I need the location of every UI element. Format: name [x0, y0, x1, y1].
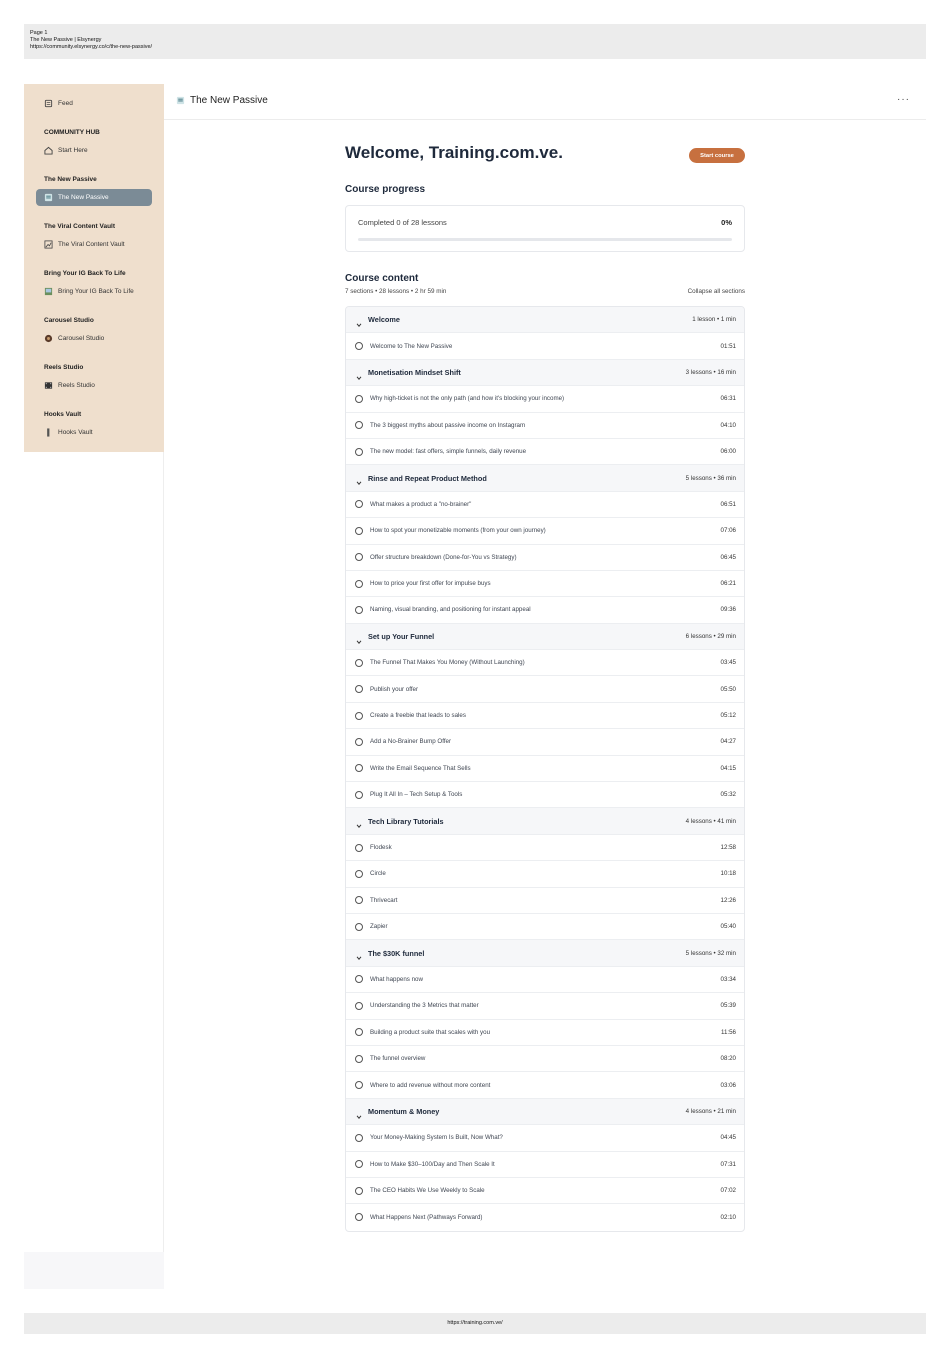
lesson-status-circle-icon — [355, 896, 363, 904]
film-icon — [44, 381, 53, 390]
lesson-duration: 03:34 — [720, 975, 736, 983]
chevron-down-icon — [355, 474, 363, 482]
lesson-duration: 12:26 — [720, 896, 736, 904]
lesson-row[interactable] — [346, 782, 744, 808]
progress-bar — [358, 238, 732, 241]
section-header[interactable] — [346, 940, 744, 966]
lesson-duration: 08:20 — [720, 1055, 736, 1063]
chevron-down-icon — [355, 369, 363, 377]
print-footer — [24, 1313, 926, 1334]
section-meta: 5 lessons • 36 min — [685, 474, 736, 482]
section-header[interactable] — [346, 1099, 744, 1125]
section-header[interactable] — [346, 808, 744, 834]
lesson-status-circle-icon — [355, 448, 363, 456]
lesson-row[interactable] — [346, 571, 744, 597]
lesson-status-circle-icon — [355, 659, 363, 667]
lesson-title: What happens now — [370, 975, 423, 983]
lesson-row[interactable] — [346, 1046, 744, 1072]
course-content-list — [345, 306, 745, 1232]
lesson-title: Create a freebie that leads to sales — [370, 712, 466, 720]
lesson-title: Write the Email Sequence That Sells — [370, 764, 471, 772]
lesson-row[interactable] — [346, 1020, 744, 1046]
lesson-status-circle-icon — [355, 1213, 363, 1221]
lesson-duration: 04:27 — [720, 738, 736, 746]
lesson-duration: 12:58 — [720, 844, 736, 851]
section-title: Welcome — [368, 315, 400, 325]
lesson-title: Offer structure breakdown (Done-for-You vs Strategy) — [370, 553, 517, 561]
section-meta: 4 lessons • 21 min — [685, 1107, 736, 1115]
lesson-row[interactable] — [346, 650, 744, 676]
lesson-row[interactable] — [346, 1072, 744, 1098]
lesson-row[interactable] — [346, 835, 744, 861]
lesson-title: Naming, visual branding, and positioning for instant appeal — [370, 606, 531, 614]
lesson-status-circle-icon — [355, 844, 363, 852]
lesson-title: Your Money-Making System Is Built, Now What? — [370, 1134, 503, 1142]
lesson-status-circle-icon — [355, 712, 363, 720]
lesson-title: Thrivecart — [370, 896, 398, 904]
feed-icon — [44, 99, 53, 108]
start-course-button[interactable]: Start course — [689, 148, 745, 163]
lesson-status-circle-icon — [355, 421, 363, 429]
lesson-status-circle-icon — [355, 500, 363, 508]
lesson-title: Flodesk — [370, 844, 392, 851]
lesson-row[interactable] — [346, 703, 744, 729]
page-title-text: The New Passive — [190, 95, 268, 106]
sidebar-item-hooks-vault[interactable] — [36, 424, 152, 441]
section-header[interactable] — [346, 465, 744, 491]
lesson-title: How to price your first offer for impulse buys — [370, 580, 491, 588]
lesson-title: The Funnel That Makes You Money (Without Launching) — [370, 659, 525, 667]
lesson-row[interactable] — [346, 518, 744, 544]
lesson-row[interactable] — [346, 413, 744, 439]
chart-icon — [44, 240, 53, 249]
lesson-row[interactable] — [346, 756, 744, 782]
lesson-row[interactable] — [346, 333, 744, 359]
lesson-title: Plug It All In – Tech Setup & Tools — [370, 791, 463, 799]
lesson-status-circle-icon — [355, 685, 363, 693]
sidebar-item-label: Carousel Studio — [58, 335, 105, 342]
lesson-title: Understanding the 3 Metrics that matter — [370, 1002, 479, 1010]
lesson-duration: 04:45 — [720, 1134, 736, 1142]
sidebar-heading-bring-your-ig: Bring Your IG Back To Life — [44, 270, 126, 277]
sidebar-heading-the-new-passive: The New Passive — [44, 176, 97, 183]
course-content-heading: Course content — [345, 273, 419, 284]
sidebar-heading-community-hub: COMMUNITY HUB — [44, 129, 100, 136]
lesson-title: What Happens Next (Pathways Forward) — [370, 1213, 483, 1221]
lesson-title: Welcome to The New Passive — [370, 342, 453, 350]
sidebar-heading-carousel-studio: Carousel Studio — [44, 317, 94, 324]
lesson-status-circle-icon — [355, 580, 363, 588]
lesson-duration: 06:21 — [720, 580, 736, 588]
section-meta: 1 lesson • 1 min — [692, 316, 736, 324]
lesson-duration: 06:00 — [720, 448, 736, 456]
lesson-status-circle-icon — [355, 791, 363, 799]
course-content-meta: 7 sections • 28 lessons • 2 hr 59 min — [345, 288, 447, 295]
carousel-icon — [44, 334, 53, 343]
lesson-row[interactable] — [346, 597, 744, 623]
sidebar-item-label: Hooks Vault — [58, 429, 93, 436]
lesson-duration: 01:51 — [720, 342, 736, 350]
print-page-url: https://community.elsynergy.co/c/the-new-passive/ — [30, 44, 153, 51]
lesson-duration: 02:10 — [720, 1213, 736, 1221]
sidebar-item-the-new-passive[interactable] — [36, 189, 152, 206]
progress-percent: 0% — [721, 218, 732, 227]
lesson-row[interactable] — [346, 492, 744, 518]
lesson-row[interactable] — [346, 439, 744, 465]
lesson-status-circle-icon — [355, 923, 363, 931]
collapse-all-sections-link[interactable]: Collapse all sections — [687, 288, 745, 295]
lesson-duration: 05:12 — [720, 712, 736, 720]
lesson-duration: 03:06 — [720, 1081, 736, 1089]
section-header[interactable] — [346, 360, 744, 386]
sidebar-heading-reels-studio: Reels Studio — [44, 364, 84, 371]
lesson-title: Why high-ticket is not the only path (and how it's blocking your income) — [370, 395, 565, 403]
print-page-number: Page 1 — [30, 30, 48, 36]
lesson-row[interactable] — [346, 1125, 744, 1151]
sidebar-item-carousel-studio[interactable] — [36, 330, 152, 347]
section-header[interactable] — [346, 624, 744, 650]
sidebar-item-viral-content-vault[interactable] — [36, 236, 152, 253]
section-title: Monetisation Mindset Shift — [368, 367, 461, 377]
lesson-title: The 3 biggest myths about passive income on Instagram — [370, 421, 526, 429]
section-title: The $30K funnel — [368, 948, 425, 958]
lesson-duration: 04:15 — [720, 764, 736, 772]
sidebar-item-feed[interactable] — [36, 95, 152, 112]
lesson-title: Add a No-Brainer Bump Offer — [370, 738, 452, 746]
lesson-duration: 05:40 — [720, 923, 736, 931]
sidebar-item-label: Start Here — [58, 147, 88, 154]
section-title: Rinse and Repeat Product Method — [368, 473, 487, 483]
lesson-status-circle-icon — [355, 606, 363, 614]
book-icon — [176, 96, 185, 105]
chevron-down-icon — [355, 1108, 363, 1116]
lesson-status-circle-icon — [355, 395, 363, 403]
lesson-title: The new model: fast offers, simple funnels, daily revenue — [370, 448, 527, 456]
sidebar-footer — [24, 1252, 164, 1289]
sidebar-item-start-here[interactable] — [36, 142, 152, 159]
page-title — [176, 95, 268, 106]
lesson-row[interactable] — [346, 729, 744, 755]
lesson-duration: 05:39 — [720, 1002, 736, 1010]
lesson-status-circle-icon — [355, 1002, 363, 1010]
section-title: Momentum & Money — [368, 1106, 440, 1116]
sidebar-item-bring-your-ig[interactable] — [36, 283, 152, 300]
lesson-duration: 06:51 — [720, 500, 736, 508]
lesson-duration: 09:36 — [720, 606, 736, 614]
lesson-row[interactable] — [346, 861, 744, 887]
section-title: Set up Your Funnel — [368, 631, 435, 641]
chevron-down-icon — [355, 817, 363, 825]
lesson-status-circle-icon — [355, 1028, 363, 1036]
home-icon — [44, 146, 53, 155]
lesson-row[interactable] — [346, 1204, 744, 1230]
lesson-title: Where to add revenue without more content — [370, 1081, 491, 1089]
lesson-title: What makes a product a "no-brainer" — [370, 500, 472, 508]
book-icon — [44, 193, 53, 202]
sidebar-heading-viral-content-vault: The Viral Content Vault — [44, 223, 116, 230]
sidebar-item-label: Reels Studio — [58, 382, 95, 389]
section-title: Tech Library Tutorials — [368, 816, 444, 826]
bookmark-icon — [44, 428, 53, 437]
lesson-status-circle-icon — [355, 870, 363, 878]
sidebar-item-reels-studio[interactable] — [36, 377, 152, 394]
section-header[interactable] — [346, 307, 744, 333]
lesson-status-circle-icon — [355, 527, 363, 535]
lesson-row[interactable] — [346, 386, 744, 412]
lesson-status-circle-icon — [355, 1160, 363, 1168]
chevron-down-icon — [355, 633, 363, 641]
lesson-duration: 07:31 — [720, 1160, 736, 1168]
section-meta: 6 lessons • 29 min — [685, 632, 736, 640]
lesson-status-circle-icon — [355, 1134, 363, 1142]
sidebar-empty-area — [24, 452, 164, 1252]
lesson-title: Publish your offer — [370, 685, 419, 693]
sidebar-item-label: The New Passive — [58, 194, 109, 201]
top-bar — [164, 84, 926, 120]
lesson-duration: 05:50 — [720, 685, 736, 693]
lesson-status-circle-icon — [355, 1081, 363, 1089]
lesson-row[interactable] — [346, 914, 744, 940]
image-icon — [44, 287, 53, 296]
lesson-title: Building a product suite that scales with you — [370, 1028, 491, 1036]
section-meta: 3 lessons • 16 min — [685, 368, 736, 376]
more-options-icon[interactable]: ··· — [897, 94, 910, 105]
lesson-title: How to Make $30–100/Day and Then Scale It — [370, 1160, 495, 1168]
print-page-title: The New Passive | Elsynergy — [30, 37, 102, 44]
lesson-row[interactable] — [346, 1178, 744, 1204]
sidebar-heading-hooks-vault: Hooks Vault — [44, 411, 82, 418]
lesson-status-circle-icon — [355, 738, 363, 746]
sidebar-item-label: The Viral Content Vault — [58, 241, 125, 248]
sidebar-item-label: Feed — [58, 100, 73, 107]
lesson-duration: 07:06 — [720, 527, 736, 535]
course-progress-heading: Course progress — [345, 184, 426, 195]
lesson-duration: 04:10 — [720, 421, 736, 429]
lesson-status-circle-icon — [355, 1187, 363, 1195]
lesson-row[interactable] — [346, 545, 744, 571]
lesson-title: The CEO Habits We Use Weekly to Scale — [370, 1187, 485, 1195]
lesson-status-circle-icon — [355, 342, 363, 350]
sidebar-item-label: Bring Your IG Back To Life — [58, 288, 134, 295]
lesson-duration: 03:45 — [720, 659, 736, 667]
section-meta: 4 lessons • 41 min — [685, 817, 736, 825]
lesson-row[interactable] — [346, 993, 744, 1019]
lesson-title: How to spot your monetizable moments (from your own journey) — [370, 527, 546, 535]
lesson-status-circle-icon — [355, 1055, 363, 1063]
lesson-duration: 07:02 — [720, 1187, 736, 1195]
progress-card — [345, 205, 745, 252]
welcome-heading: Welcome, Training.com.ve. — [345, 143, 563, 162]
lesson-status-circle-icon — [355, 553, 363, 561]
progress-text: Completed 0 of 28 lessons — [358, 218, 447, 227]
lesson-duration: 06:45 — [720, 553, 736, 561]
sidebar — [24, 84, 164, 452]
lesson-row[interactable] — [346, 888, 744, 914]
lesson-duration: 11:56 — [720, 1028, 736, 1036]
lesson-status-circle-icon — [355, 764, 363, 772]
section-meta: 5 lessons • 32 min — [685, 949, 736, 957]
chevron-down-icon — [355, 316, 363, 324]
print-header — [24, 24, 926, 59]
print-footer-url: https://training.com.ve/ — [447, 1320, 503, 1326]
lesson-duration: 06:31 — [720, 395, 736, 403]
lesson-row[interactable] — [346, 967, 744, 993]
lesson-title: The funnel overview — [370, 1055, 426, 1063]
lesson-row[interactable] — [346, 676, 744, 702]
lesson-row[interactable] — [346, 1152, 744, 1178]
lesson-title: Zapier — [370, 923, 388, 931]
lesson-duration: 05:32 — [720, 791, 736, 799]
chevron-down-icon — [355, 949, 363, 957]
lesson-duration: 10:18 — [720, 870, 736, 878]
lesson-status-circle-icon — [355, 975, 363, 983]
lesson-title: Circle — [370, 870, 386, 878]
